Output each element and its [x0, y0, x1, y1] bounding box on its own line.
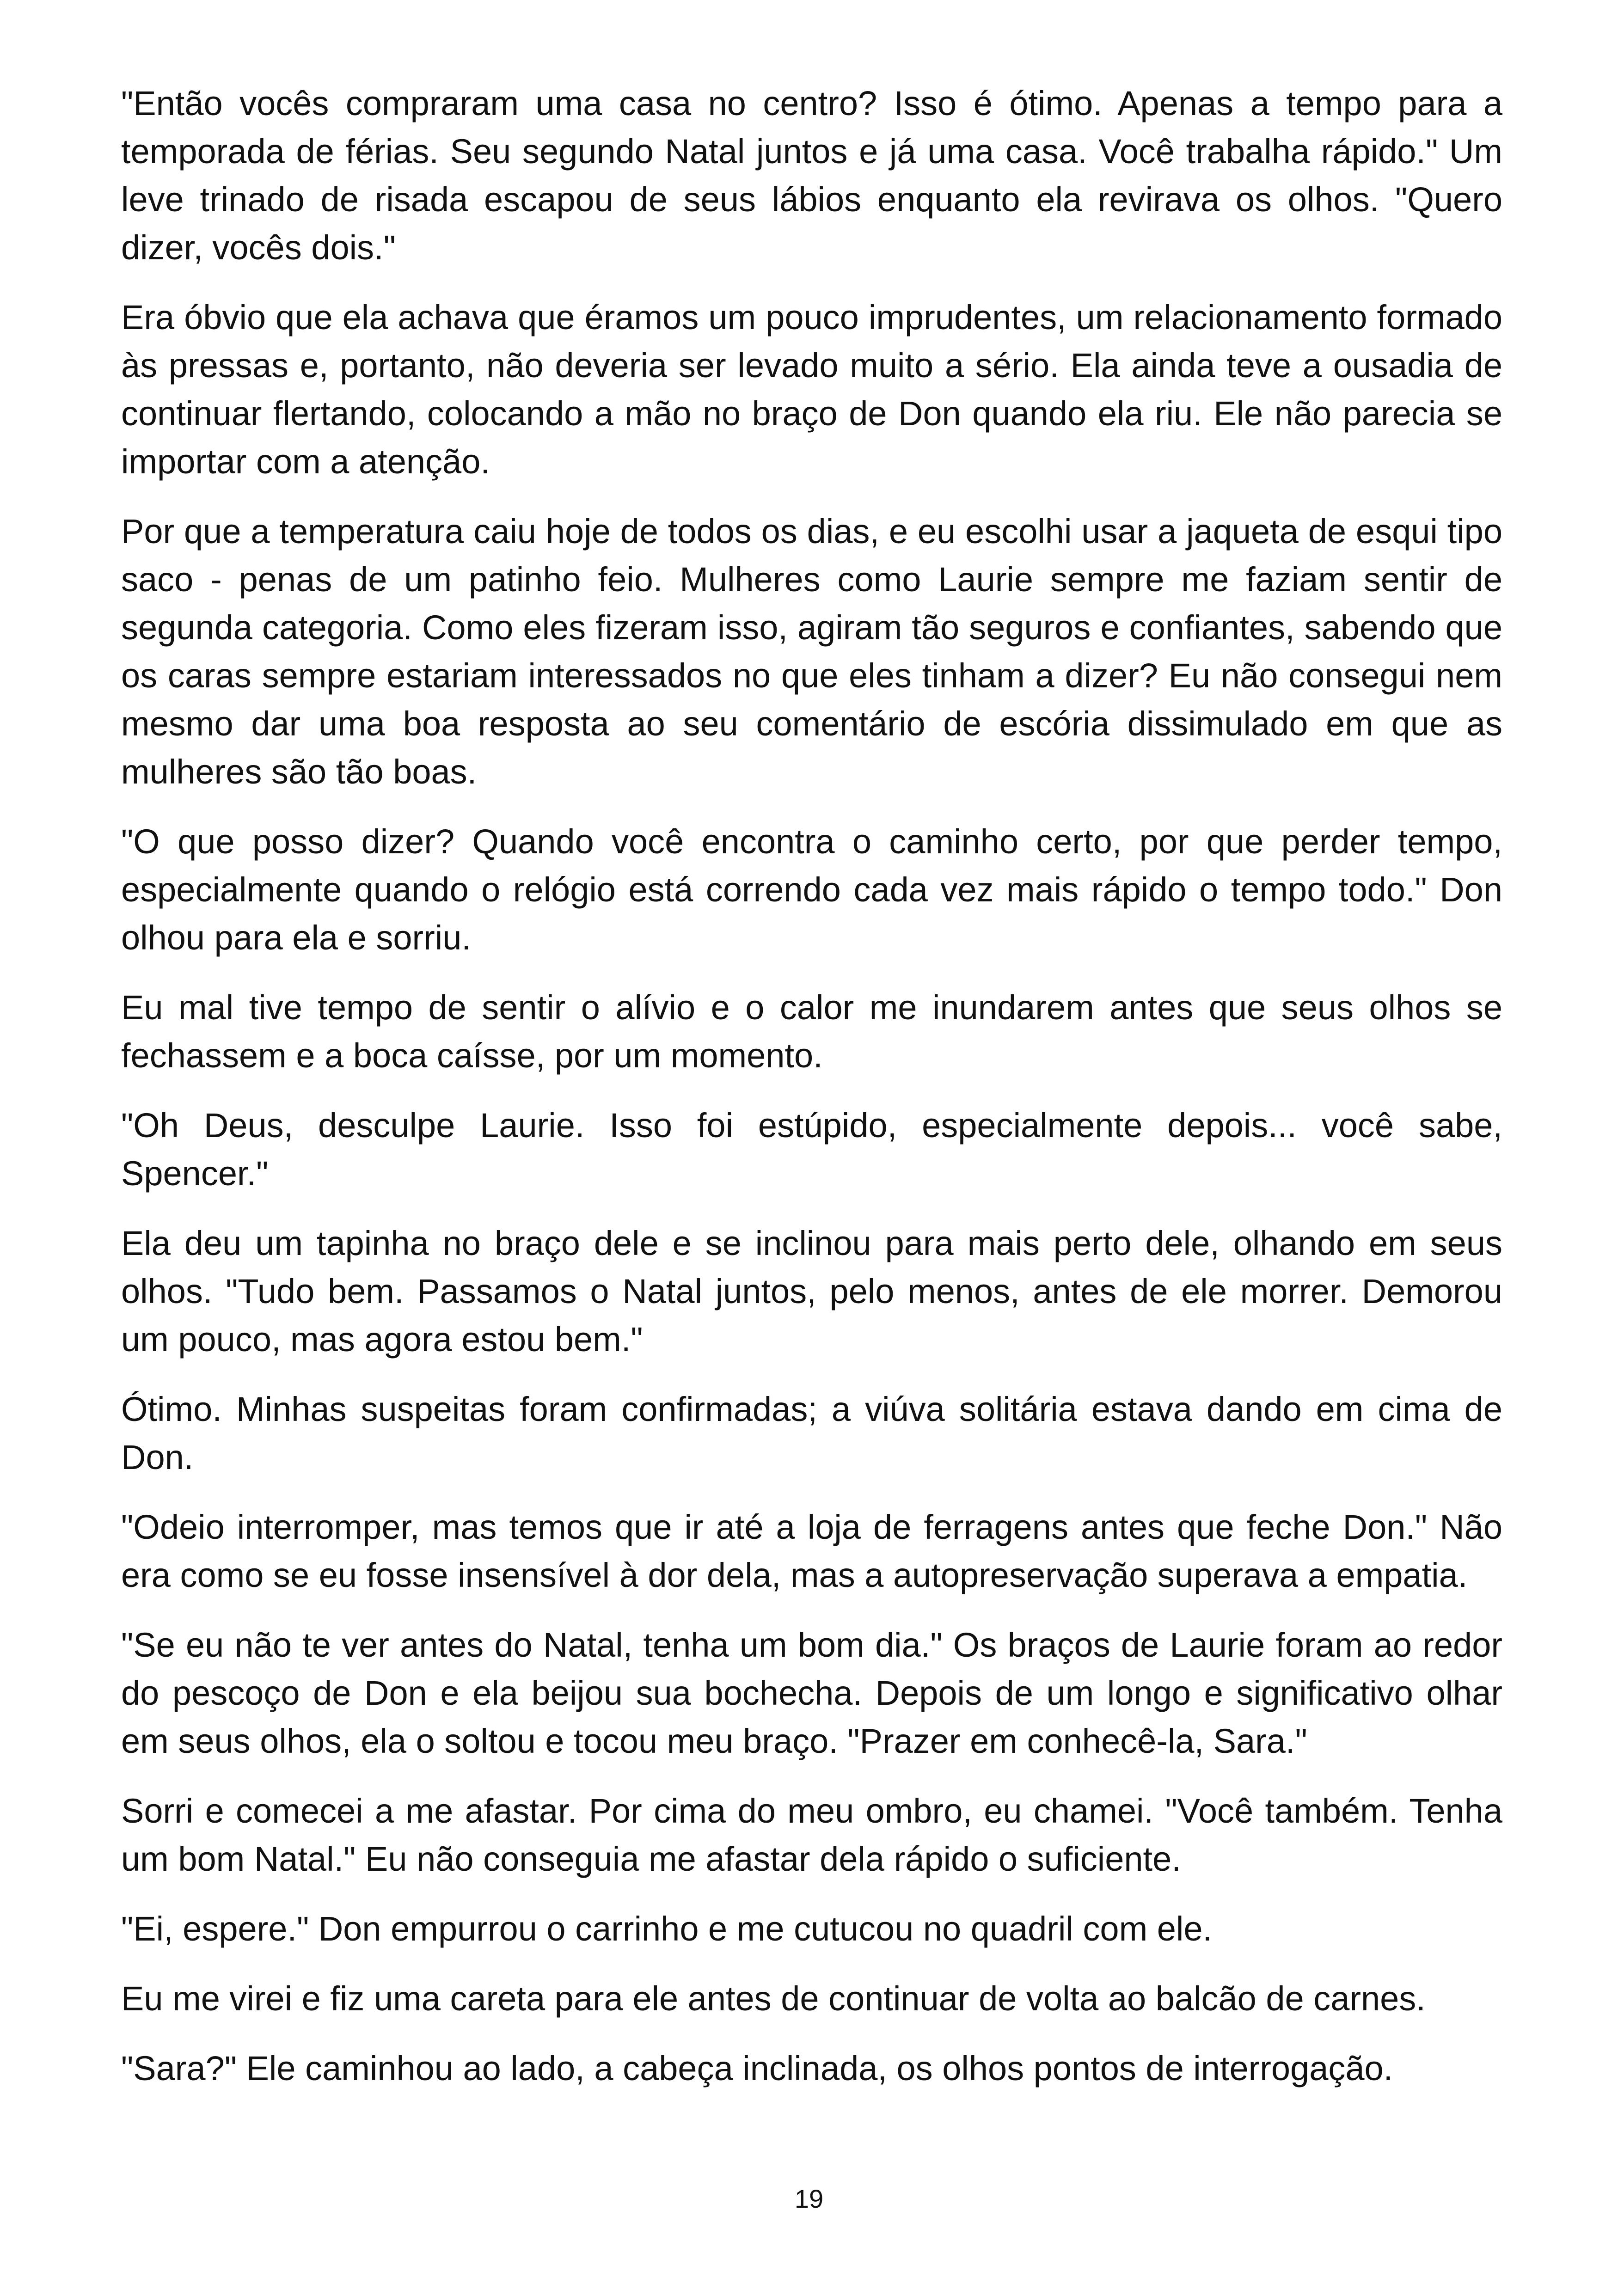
paragraph: Ótimo. Minhas suspeitas foram confirmadas; a viúva solitária estava dando em cima de Don.: [121, 1390, 1502, 1476]
paragraph: Sorri e comecei a me afastar. Por cima do meu ombro, eu chamei. "Você também. Tenha um bom Natal." Eu não conseguia me afastar dela rápido o suficiente.: [121, 1792, 1502, 1878]
paragraph: Eu mal tive tempo de sentir o alívio e o calor me inundarem antes que seus olhos se fechassem e a boca caísse, por um momento.: [121, 988, 1502, 1075]
paragraph: "Então vocês compraram uma casa no centro? Isso é ótimo. Apenas a tempo para a temporada de férias. Seu segundo Natal juntos e já uma casa. Você trabalha rápido." Um leve trinado de risada escapou de seus lábios enquanto ela revirava os olhos. "Quero dizer, vocês dois.": [121, 84, 1502, 267]
page-number: 19: [794, 2184, 824, 2213]
paragraph: "O que posso dizer? Quando você encontra o caminho certo, por que perder tempo, especialmente quando o relógio está correndo cada vez mais rápido o tempo todo." Don olhou para ela e sorriu.: [121, 822, 1502, 957]
paragraph: "Sara?" Ele caminhou ao lado, a cabeça inclinada, os olhos pontos de interrogação.: [121, 2049, 1393, 2088]
paragraph: Ela deu um tapinha no braço dele e se inclinou para mais perto dele, olhando em seus olhos. "Tudo bem. Passamos o Natal juntos, pelo menos, antes de ele morrer. Demorou um pouco, mas agora estou bem.": [121, 1224, 1502, 1359]
paragraph: "Ei, espere." Don empurrou o carrinho e me cutucou no quadril com ele.: [121, 1910, 1213, 1948]
paragraph: "Oh Deus, desculpe Laurie. Isso foi estúpido, especialmente depois... você sabe, Spencer.": [121, 1106, 1502, 1193]
paragraph: Era óbvio que ela achava que éramos um pouco imprudentes, um relacionamento formado às pressas e, portanto, não deveria ser levado muito a sério. Ela ainda teve a ousadia de continuar flertando, colocando a mão no braço de Don quando ela riu. Ele não parecia se importar com a atenção.: [121, 298, 1502, 481]
paragraph: "Odeio interromper, mas temos que ir até a loja de ferragens antes que feche Don." Não era como se eu fosse insensível à dor dela, mas a autopreservação superava a empatia.: [121, 1508, 1502, 1594]
body-text: [121, 80, 1502, 2114]
paragraph: Por que a temperatura caiu hoje de todos os dias, e eu escolhi usar a jaqueta de esqui tipo saco - penas de um patinho feio. Mulheres como Laurie sempre me faziam sentir de segunda categoria. Como eles fizeram isso, agiram tão seguros e confiantes, sabendo que os caras sempre estariam interessados no que eles tinham a dizer? Eu não consegui nem mesmo dar uma boa resposta ao seu comentário de escória dissimulado em que as mulheres são tão boas.: [121, 512, 1502, 791]
paragraph: "Se eu não te ver antes do Natal, tenha um bom dia." Os braços de Laurie foram ao redor do pescoço de Don e ela beijou sua bochecha. Depois de um longo e significativo olhar em seus olhos, ela o soltou e tocou meu braço. "Prazer em conhecê-la, Sara.": [121, 1626, 1502, 1760]
paragraph: Eu me virei e fiz uma careta para ele antes de continuar de volta ao balcão de carnes.: [121, 1979, 1426, 2018]
